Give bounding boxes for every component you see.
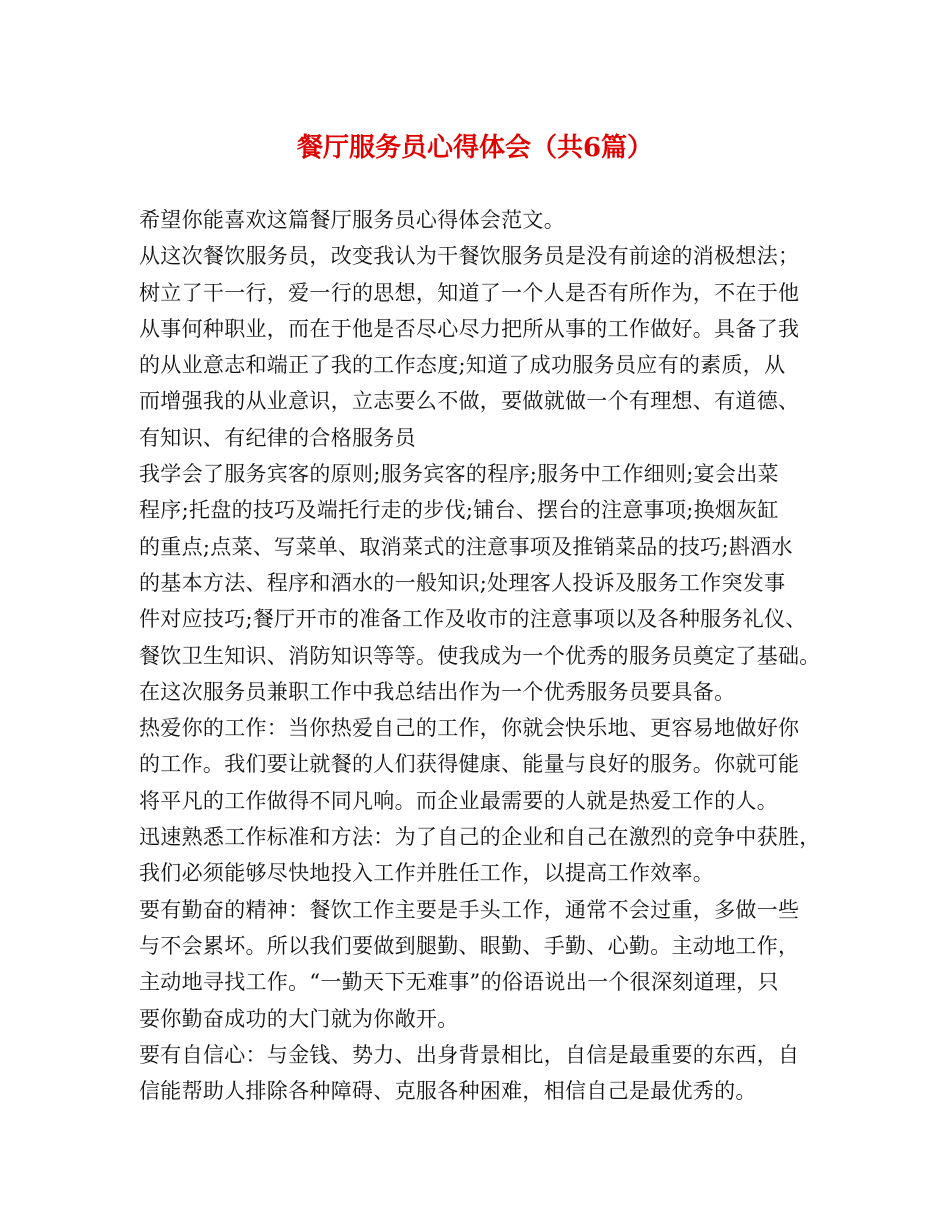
body-line-16: 的工作。我们要让就餐的人们获得健康、能量与良好的服务。你就可能: [139, 752, 800, 777]
body-line-14: 在这次服务员兼职工作中我总结出作为一个优秀服务员要具备。: [139, 679, 736, 704]
body-line-11: 的基本方法、程序和酒水的一般知识;处理客人投诉及服务工作突发事: [139, 570, 786, 595]
body-line-1: 希望你能喜欢这篇餐厅服务员心得体会范文。: [139, 208, 565, 232]
body-line-25: 信能帮助人排除各种障碍、克服各种困难，相信自己是最优秀的。: [139, 1079, 757, 1104]
body-line-7: 有知识、有纪律的合格服务员: [139, 425, 416, 450]
body-line-5: 的从业意志和端正了我的工作态度;知道了成功服务员应有的素质，从: [139, 353, 786, 378]
body-line-9: 程序;托盘的技巧及端托行走的步伐;铺台、摆台的注意事项;换烟灰缸: [139, 498, 779, 523]
body-line-3: 树立了干一行，爱一行的思想，知道了一个人是否有所作为，不在于他: [139, 280, 800, 305]
body-line-4: 从事何种职业，而在于他是否尽心尽力把所从事的工作做好。具备了我: [139, 316, 800, 341]
body-line-12: 件对应技巧;餐厅开市的准备工作及收市的注意事项以及各种服务礼仪、: [139, 607, 807, 632]
body-line-13: 餐饮卫生知识、消防知识等等。使我成为一个优秀的服务员奠定了基础。: [139, 643, 821, 668]
body-line-6: 而增强我的从业意识，立志要么不做，要做就做一个有理想、有道德、: [139, 389, 800, 414]
body-line-15: 热爱你的工作：当你热爱自己的工作，你就会快乐地、更容易地做好你: [139, 716, 800, 741]
body-line-2: 从这次餐饮服务员，改变我认为干餐饮服务员是没有前途的消极想法；: [139, 244, 800, 269]
body-line-23: 要你勤奋成功的大门就为你敞开。: [139, 1006, 459, 1031]
body-line-18: 迅速熟悉工作标准和方法：为了自己的企业和自己在激烈的竞争中获胜，: [139, 825, 821, 850]
body-line-19: 我们必须能够尽快地投入工作并胜任工作，以提高工作效率。: [139, 861, 715, 886]
document-body: [139, 202, 829, 1109]
body-line-10: 的重点;点菜、写菜单、取消菜式的注意事项及推销菜品的技巧;斟酒水: [139, 534, 793, 559]
body-line-20: 要有勤奋的精神：餐饮工作主要是手头工作，通常不会过重，多做一些: [139, 897, 800, 922]
body-line-22: 主动地寻找工作。“一勤天下无难事”的俗语说出一个很深刻道理，只: [139, 970, 779, 995]
body-line-17: 将平凡的工作做得不同凡响。而企业最需要的人就是热爱工作的人。: [139, 788, 778, 813]
body-line-8: 我学会了服务宾客的原则;服务宾客的程序;服务中工作细则;宴会出菜: [139, 462, 779, 487]
body-line-21: 与不会累坏。所以我们要做到腿勤、眼勤、手勤、心勤。主动地工作，: [139, 933, 800, 958]
document-title: 餐厅服务员心得体会（共6篇）: [296, 133, 654, 163]
body-line-24: 要有自信心：与金钱、势力、出身背景相比，自信是最重要的东西，自: [139, 1042, 800, 1067]
